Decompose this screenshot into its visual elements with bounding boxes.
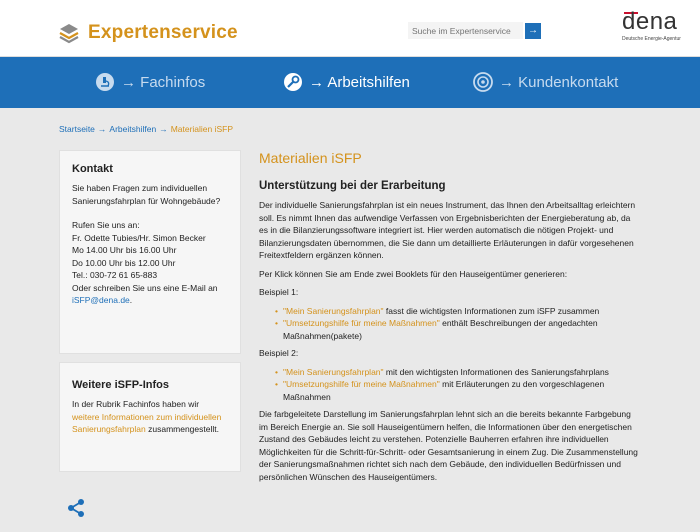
brand-name: Expertenservice: [88, 22, 238, 43]
contact-mail-text: Oder schreiben Sie uns eine E-Mail an: [72, 282, 218, 293]
nav-item-arbeitshilfen[interactable]: [283, 72, 410, 92]
example-1-list: [275, 305, 639, 343]
target-icon: [473, 72, 493, 92]
contact-hours-thursday: Do 10.00 Uhr bis 12.00 Uhr: [72, 257, 176, 268]
color-paragraph: Die farbgeleitete Darstellung im Sanierungsfahrplan lehnt sich an die bereits bekannte Farbgebung im Bereich Energie an. Sie soll Hauseigentümern helfen, die Informationen über den energetischen Zustand des Gebäudes leicht zu verstehen. Potenzielle Bauherren erfahren ihre individuellen Möglichkeiten für die Schritt-für-Schritt- oder Gesamtsanierung in einem Zug. Die Zusammenstellung der Sanierungsmaßnahmen richtet sich nach dem Gebäude, den individuellen Bedürfnissen und persönlichen Wünschen des Hauseigentümers.: [259, 409, 638, 482]
nav-label-kundenkontakt: → Kundenkontakt: [499, 73, 619, 91]
infos-text: [72, 398, 228, 436]
contact-call: Rufen Sie uns an:: [72, 220, 140, 230]
infos-text-end: zusammengestellt.: [148, 424, 219, 434]
contact-hours-monday: Mo 14.00 Uhr bis 16.00 Uhr: [72, 245, 177, 255]
example-2-label: Beispiel 2:: [259, 348, 299, 358]
infos-link[interactable]: weitere Informationen zum individuellen Sanierungsfahrplan: [72, 411, 222, 434]
intro-paragraph: Der individuelle Sanierungsfahrplan ist ein neues Instrument, das Ihnen den Arbeitsalltag erleichtern soll. Es nimmt Ihnen das aufwendige Verfassen von Ergebnisberichten der Energieberatung ab, da es in die Bilanzierungssoftware integriert ist. Hier werden automatisch die nötigen Projekt- und Bilanzierungsdaten übernommen, die Sie dann um detaillierte Erläuterungen in dafür vorgesehenen Freitextfeldern ergänzen können.: [259, 200, 636, 260]
search-bar: [408, 22, 541, 39]
infos-text-start: In der Rubrik Fachinfos haben wir: [72, 399, 200, 409]
expertenservice-logo[interactable]: [58, 22, 238, 44]
list-item-text: mit Erläuterungen zu den vorgeschlagenen Maßnahmen: [283, 379, 605, 402]
main-content: [259, 150, 639, 489]
nav-item-kundenkontakt[interactable]: [473, 72, 618, 92]
contact-title: Kontakt: [72, 163, 113, 175]
contact-phone: Tel.: 030-72 61 65-883: [72, 270, 158, 280]
contact-box: [59, 150, 241, 354]
list-item-text: enthält Beschreibungen der angedachten Maßnahmen(pakete): [283, 318, 598, 341]
nav-label-fachinfos: → Fachinfos: [121, 73, 206, 91]
contact-mail-line: [72, 294, 228, 307]
wrench-icon: [283, 72, 303, 92]
example-2-list: [275, 366, 639, 404]
booklets-paragraph: Per Klick können Sie am Ende zwei Booklets für den Hauseigentümer generieren:: [259, 268, 568, 279]
contact-mail-end: .: [129, 295, 133, 305]
site-header: [0, 0, 700, 57]
section-subtitle: Unterstützung bei der Erarbeitung: [259, 180, 446, 192]
microscope-icon: [95, 72, 115, 92]
breadcrumb-home[interactable]: Startseite: [59, 124, 95, 134]
booklet-link[interactable]: "Umsetzungshilfe für meine Maßnahmen": [283, 318, 440, 328]
breadcrumb-separator: →: [97, 124, 107, 134]
dena-logo-word: dena: [622, 8, 678, 35]
example-1-label: Beispiel 1:: [259, 287, 299, 297]
breadcrumb: [59, 124, 236, 134]
search-button[interactable]: →: [525, 23, 541, 39]
infos-title: Weitere iSFP-Infos: [72, 379, 169, 391]
list-item-text: fasst die wichtigsten Informationen zum iSFP zusammen: [383, 305, 600, 316]
booklet-link[interactable]: "Umsetzungshilfe für meine Maßnahmen": [283, 379, 440, 389]
breadcrumb-current: Materialien iSFP: [170, 124, 234, 134]
breadcrumb-separator: →: [159, 124, 168, 134]
search-input[interactable]: [408, 22, 523, 39]
list-item: [275, 378, 639, 403]
list-item: [275, 305, 639, 318]
page-title: Materialien iSFP: [259, 150, 362, 166]
share-icon[interactable]: [66, 498, 86, 518]
booklet-link[interactable]: "Mein Sanierungsfahrplan": [283, 305, 384, 316]
layers-icon: [58, 22, 80, 44]
contact-mail-link[interactable]: iSFP@dena.de: [72, 295, 130, 305]
contact-names: Fr. Odette Tubies/Hr. Simon Becker: [72, 232, 206, 243]
nav-item-fachinfos[interactable]: [95, 72, 205, 92]
list-item: [275, 317, 639, 342]
booklet-link[interactable]: "Mein Sanierungsfahrplan": [283, 366, 384, 377]
list-item-text: mit den wichtigsten Informationen des Sanierungsfahrplans: [383, 366, 609, 377]
contact-intro: Sie haben Fragen zum individuellen Sanierungsfahrplan für Wohngebäude?: [72, 183, 221, 206]
dena-logo-tagline: Deutsche Energie-Agentur: [622, 36, 681, 42]
list-item: [275, 366, 639, 379]
dena-logo[interactable]: [612, 8, 694, 48]
breadcrumb-arbeitshilfen[interactable]: Arbeitshilfen: [109, 124, 157, 134]
infos-box: [59, 362, 241, 472]
nav-label-arbeitshilfen: → Arbeitshilfen: [309, 73, 410, 91]
